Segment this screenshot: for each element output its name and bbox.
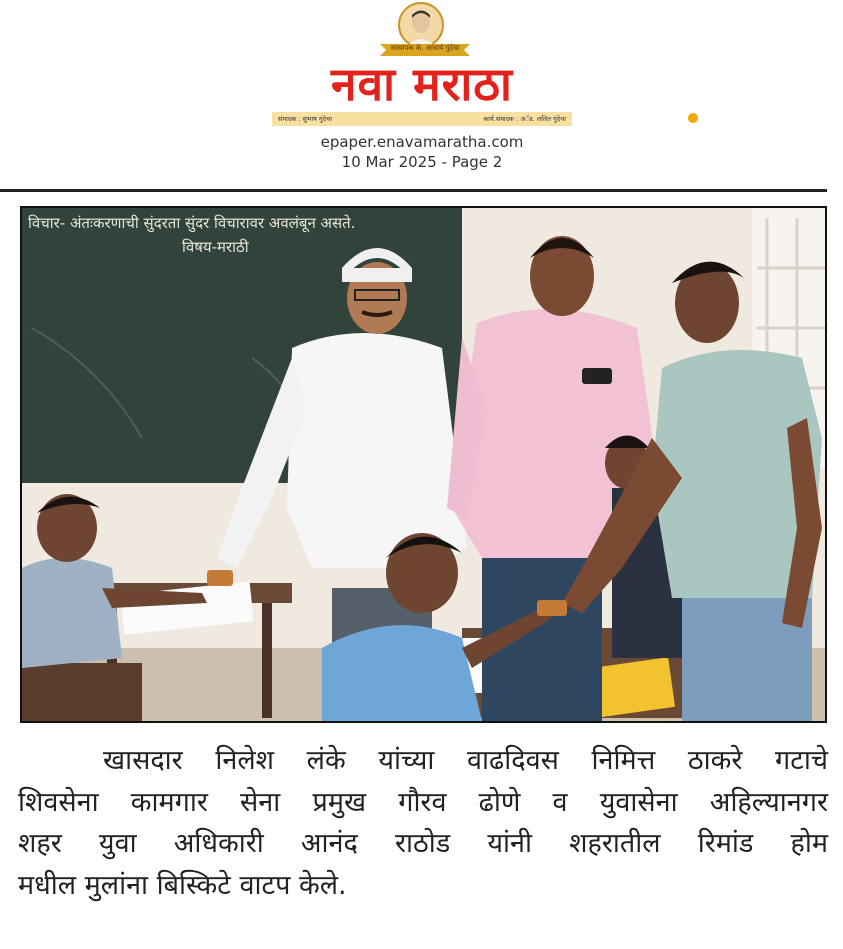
founder-name: संस्थापक के. आचार्य गुंदेचा xyxy=(390,44,460,52)
photo-caption xyxy=(18,740,828,906)
photo-illustration xyxy=(22,208,825,721)
biscuit-packet xyxy=(537,600,567,616)
sun-emblem-icon xyxy=(688,113,698,123)
phone-in-pocket-icon xyxy=(582,368,612,384)
caption-line-1: खासदार निलेश लंके यांच्या वाढदिवस निमित्त ठाकरे गटाचे xyxy=(103,745,828,776)
editor-strip xyxy=(272,112,572,126)
board-text-line2: विषय-मराठी xyxy=(182,238,249,256)
date-page: 10 Mar 2025 - Page 2 xyxy=(341,153,503,171)
header-divider xyxy=(0,189,827,192)
news-photo xyxy=(20,206,827,723)
masthead xyxy=(0,0,843,190)
board-text-line1: विचार- अंतःकरणाची सुंदरता सुंदर विचारावर अवलंबून असते. xyxy=(28,214,356,232)
newspaper-logo: नवा मराठा xyxy=(331,57,513,111)
exec-editor-name: कार्य.संपादक : अॅड. ललित गुंदेचा xyxy=(483,115,566,123)
caption-line-3: शहर युवा अधिकारी आनंद राठोड यांनी शहरातील रिमांड होम xyxy=(18,828,828,859)
editor-name: संपादक : सुभाष गुंदेचा xyxy=(278,115,332,123)
caption-line-4: मधील मुलांना बिस्किटे वाटप केले. xyxy=(18,869,347,901)
caption-line-2: शिवसेना कामगार सेना प्रमुख गौरव ढोणे व युवासेना अहिल्यानगर xyxy=(18,786,828,818)
biscuit-packet-left xyxy=(207,570,233,586)
epaper-url: epaper.enavamaratha.com xyxy=(320,133,524,151)
